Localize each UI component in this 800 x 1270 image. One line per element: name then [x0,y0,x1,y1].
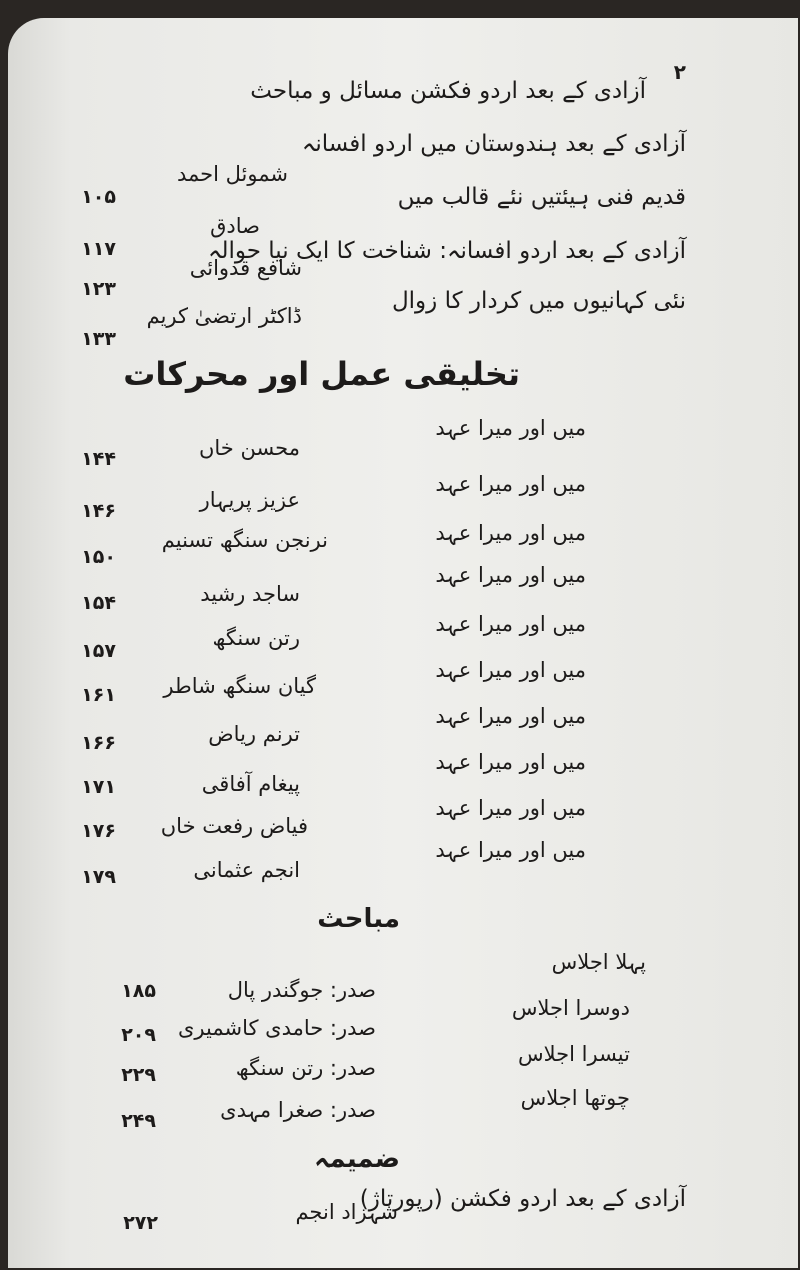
entry-title: پہلا اجلاس [551,950,646,974]
entry-title: چوتھا اجلاس [520,1086,630,1110]
page-number: ۲ [673,60,686,84]
entry-title: میں اور میرا عہد [435,838,586,862]
entry-title: میں اور میرا عہد [435,704,586,728]
entry-page: ۱۰۵ [81,186,116,208]
entry-page: ۱۷۹ [81,866,116,888]
entry-chair: صدر: رتن سنگھ [235,1056,376,1080]
entry-author: نرنجن سنگھ تسنیم [161,528,328,552]
running-title: آزادی کے بعد اردو فکشن مسائل و مباحث [250,78,646,104]
entry-author: شموئل احمد [177,162,288,186]
appendix-page: ۲۷۲ [123,1212,158,1234]
entry-title: میں اور میرا عہد [435,416,586,440]
entry-page: ۱۴۴ [81,448,116,470]
entry-author: ڈاکٹر ارتضیٰ کریم [146,304,302,328]
entry-page: ۱۶۱ [81,684,116,706]
entry-page: ۲۲۹ [121,1064,156,1086]
entry-title: میں اور میرا عہد [435,658,586,682]
entry-title: میں اور میرا عہد [435,472,586,496]
entry-page: ۱۳۳ [81,328,116,350]
section-heading: تخلیقی عمل اور محرکات [123,355,520,393]
entry-page: ۱۶۶ [81,732,116,754]
entry-title: آزادی کے بعد اردو افسانہ: شناخت کا ایک نیا حوالہ [208,238,686,264]
entry-chair: صدر: صغرا مہدی [220,1098,376,1122]
entry-chair: صدر: جوگندر پال [227,978,376,1002]
entry-title: تیسرا اجلاس [518,1042,630,1066]
appendix-title: آزادی کے بعد اردو فکشن (رپورتاژ) [359,1186,686,1212]
entry-author: صادق [210,214,260,238]
entry-title: میں اور میرا عہد [435,750,586,774]
entry-author: ساجد رشید [200,582,300,606]
entry-author: محسن خاں [198,436,300,460]
entry-page: ۲۰۹ [121,1024,156,1046]
entry-title: دوسرا اجلاس [511,996,630,1020]
entry-title: میں اور میرا عہد [435,521,586,545]
entry-author: عزیز پریہار [199,488,300,512]
book-page [8,18,798,1268]
entry-page: ۱۱۷ [81,238,116,260]
entry-author: انجم عثمانی [193,858,300,882]
entry-page: ۱۷۶ [81,820,116,842]
entry-page: ۱۴۶ [81,500,116,522]
section-heading: مباحث [317,904,400,934]
entry-page: ۱۵۴ [81,592,116,614]
entry-page: ۱۸۵ [121,980,156,1002]
appendix-heading: ضمیمہ [314,1144,400,1174]
entry-chair: صدر: حامدی کاشمیری [177,1016,376,1040]
entry-author: رتن سنگھ [212,626,300,650]
entry-author: پیغام آفاقی [201,772,300,796]
entry-title: میں اور میرا عہد [435,612,586,636]
entry-page: ۲۴۹ [121,1110,156,1132]
entry-author: شافع قدوائی [189,256,302,280]
entry-title: میں اور میرا عہد [435,796,586,820]
entry-author: ترنم ریاض [208,722,300,746]
entry-page: ۱۵۷ [81,640,116,662]
entry-author: گیان سنگھ شاطر [163,674,316,698]
appendix-author: شہزاد انجم [295,1200,398,1224]
entry-title: میں اور میرا عہد [435,563,586,587]
entry-title: نئی کہانیوں میں کردار کا زوال [391,288,686,314]
entry-page: ۱۲۳ [81,278,116,300]
entry-page: ۱۵۰ [81,546,116,568]
entry-author: فیاض رفعت خاں [160,814,308,838]
entry-page: ۱۷۱ [81,776,116,798]
entry-title: قدیم فنی ہیئتیں نئے قالب میں [397,184,686,210]
entry-title: آزادی کے بعد ہندوستان میں اردو افسانہ [301,131,686,157]
